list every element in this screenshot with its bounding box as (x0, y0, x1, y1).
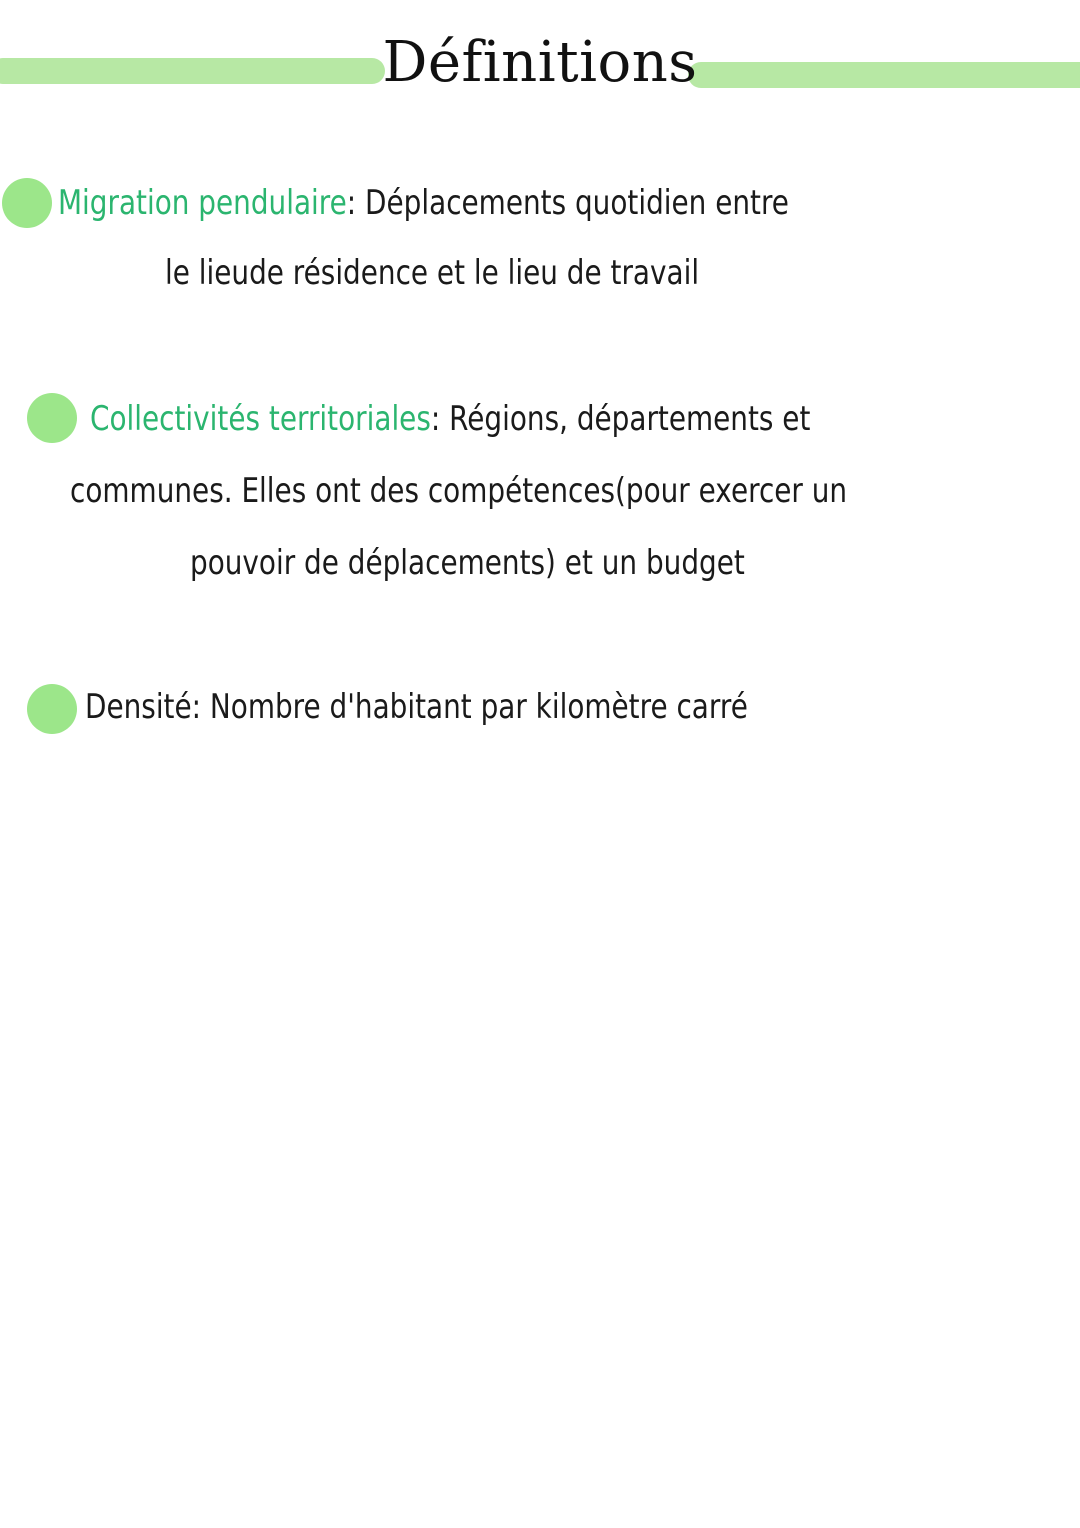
definition-1-text-1: Déplacements quotidien entre (365, 183, 789, 223)
definition-2-line-1 (90, 384, 810, 454)
definition-2-text-1: Régions, départements et (449, 399, 811, 439)
definition-1-separator: : (346, 183, 366, 223)
bullet-dot-icon (27, 684, 77, 734)
definition-1-text-2: le lieude résidence et le lieu de travail (165, 253, 700, 293)
definition-2-text-2: communes. Elles ont des compétences(pour exercer un (70, 471, 848, 511)
definition-2-line-2 (70, 456, 847, 526)
definition-2-text-3: pouvoir de déplacements) et un budget (190, 543, 745, 583)
definition-2-separator: : (430, 399, 450, 439)
definition-2-line-3 (190, 528, 745, 598)
definition-1-line-2 (165, 238, 699, 308)
bullet-dot-icon (27, 393, 77, 443)
bullet-dot-icon (2, 178, 52, 228)
definition-1-line-1 (58, 168, 789, 238)
definition-1-term: Migration pendulaire (58, 183, 347, 223)
page-title: Définitions (382, 30, 698, 95)
definition-2-term: Collectivités territoriales (90, 399, 431, 439)
definition-3-text-1: Densité: Nombre d'habitant par kilomètre carré (85, 687, 748, 727)
definition-3-line-1 (85, 672, 748, 742)
